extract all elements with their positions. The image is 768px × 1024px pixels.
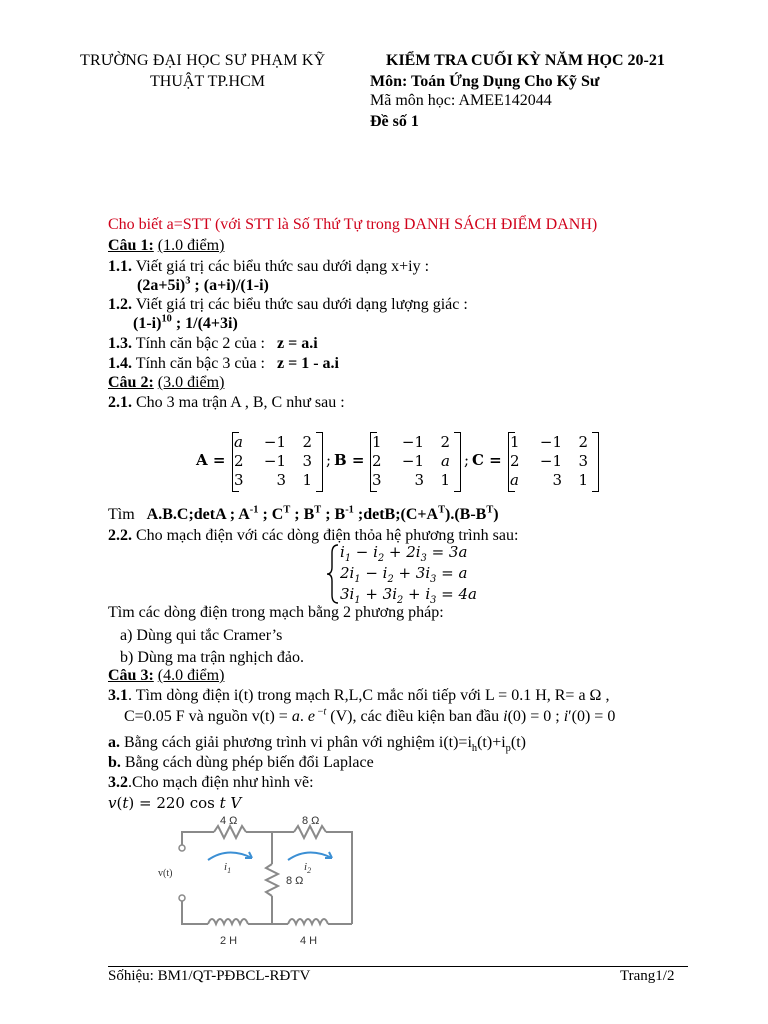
q1-part4-expr: z = 1 - a.i xyxy=(276,355,339,372)
q1-heading xyxy=(108,237,224,255)
q3-method-a-label: a. xyxy=(108,734,120,751)
resistor-8ohm-mid-symbol xyxy=(266,864,278,896)
q3-points: (4.0 điểm) xyxy=(157,667,225,684)
q3-method-b-label: b. xyxy=(108,754,121,771)
matrix-a-cell-2-2: 1 xyxy=(302,471,312,489)
label-i2 xyxy=(304,861,311,875)
q1-expr-quotient: ; (a+i)/(1-i) xyxy=(190,277,269,294)
inductor-2h-symbol xyxy=(208,919,248,924)
q1-part3 xyxy=(108,335,318,353)
circuit-wires xyxy=(182,826,352,924)
q3-title: Câu 3: xyxy=(108,667,154,684)
matrix-b-right-bracket xyxy=(454,432,461,492)
matrix-b-cell-2-1: 3 xyxy=(414,471,424,489)
q1-part2-text: Viết giá trị các biểu thức sau dưới dạng lượng giác : xyxy=(132,296,468,313)
q2-part2-label: 2.2. xyxy=(108,527,132,544)
footer-doc-code: Sốhiệu: BM1/QT-PĐBCL-RĐTV xyxy=(108,968,311,984)
label-i1-sub: 1 xyxy=(227,866,232,875)
matrix-c-cell-1-2: 3 xyxy=(578,452,588,470)
matrix-c-cell-2-2: 1 xyxy=(578,471,588,489)
q1-part3-expr: z = a.i xyxy=(276,335,318,352)
q3-method-a-text: Bằng cách giải phương trình vi phân với nghiệm $i(t)=i_h(t)+i_p(t)$ xyxy=(120,734,526,755)
matrix-c-name: C = xyxy=(472,451,502,469)
q3-part2 xyxy=(108,774,314,792)
intro-note: Cho biết a=STT (với STT là Số Thứ Tự trong DANH SÁCH ĐIỂM DANH) xyxy=(108,216,598,233)
q1-part2 xyxy=(108,296,468,314)
subject-title: Môn: Toán Ứng Dụng Cho Kỹ Sư xyxy=(370,73,600,90)
matrix-b-cell-2-0: 3 xyxy=(372,471,382,489)
q2-part2-text: Cho mạch điện với các dòng điện thỏa hệ phương trình sau: xyxy=(132,527,519,544)
matrix-a-cell-1-2: 3 xyxy=(302,452,312,470)
q2-find-expr: A.B.C;detA ; $A^{-1}$ ; $C^T$ ; $B^T$ ; $B^{-1}$ $;\det B;(C+A^T).(B-B^T)$ xyxy=(146,504,499,523)
matrix-c-cell-0-0: 1 xyxy=(510,433,520,451)
footer-page-number: Trang1/2 xyxy=(620,968,675,984)
matrix-a-cell-1-0: 2 xyxy=(234,452,244,470)
matrix-separator: ; xyxy=(326,451,332,469)
q3-method-b-text: Bằng cách dùng phép biến đổi Laplace xyxy=(120,754,374,771)
matrix-c-cell-1-1: −1 xyxy=(539,452,562,470)
matrix-a-cell-2-1: 3 xyxy=(276,471,286,489)
matrix-b-cell-1-0: 2 xyxy=(372,452,382,470)
matrix-definitions xyxy=(196,432,616,492)
q1-title: Câu 1: xyxy=(108,237,154,254)
resistor-8ohm-top-symbol xyxy=(294,826,326,838)
q3-heading xyxy=(108,667,224,685)
matrix-c-right-bracket xyxy=(592,432,599,492)
q1-part2-expr xyxy=(133,315,238,333)
q1-expr2-power: (1-i) xyxy=(133,315,162,332)
matrix-a-cell-0-0: a xyxy=(234,433,243,451)
q2-find-label: Tìm xyxy=(108,506,135,523)
label-i1 xyxy=(224,861,231,875)
q1-expr-power-exp: 3 xyxy=(185,275,191,287)
school-name-line2: THUẬT TP.HCM xyxy=(150,73,265,90)
label-i1-main: i xyxy=(224,861,228,873)
q3-method-a xyxy=(108,734,526,755)
q1-part1-text: Viết giá trị các biểu thức sau dưới dạng x+iy : xyxy=(132,258,430,275)
system-eq-2: $2i_1 - i_2 + 3i_3 = a$ xyxy=(340,564,468,585)
q3-part1-text: . Tìm dòng điện i(t) trong mạch R,L,C mắc nối tiếp với L = 0.1 H, R= a Ω , xyxy=(128,687,610,704)
matrix-a-cell-0-1: −1 xyxy=(263,433,286,451)
q2-method-b: b) Dùng ma trận nghịch đảo. xyxy=(120,649,304,666)
system-eq-3: $3i_1 + 3i_2 + i_3 = 4a$ xyxy=(340,585,477,606)
q2-heading xyxy=(108,374,224,392)
matrix-b-cell-1-1: −1 xyxy=(401,452,424,470)
matrix-b-cell-0-2: 2 xyxy=(440,433,450,451)
source-voltage-eq: v(t) = 220 cos t V xyxy=(108,794,242,812)
label-source: v(t) xyxy=(158,868,173,879)
label-l1: 2 H xyxy=(220,935,238,947)
q1-expr2-power-exp: 10 xyxy=(161,313,172,325)
course-code: Mã môn học: AMEE142044 xyxy=(370,92,552,109)
q1-part1 xyxy=(108,258,429,276)
q2-find-line xyxy=(108,506,499,524)
q1-expr2-quotient: ; 1/(4+3i) xyxy=(171,315,238,332)
q1-part2-label: 1.2. xyxy=(108,296,132,313)
label-i2-main: i xyxy=(304,861,308,873)
matrix-separator: ; xyxy=(464,451,470,469)
q1-part3-label: 1.3. xyxy=(108,335,132,352)
matrix-c-cell-1-0: 2 xyxy=(510,452,520,470)
school-name-line1: TRƯỜNG ĐẠI HỌC SƯ PHẠM KỸ xyxy=(80,52,326,69)
system-brace xyxy=(326,543,340,605)
q2-part1-text: Cho 3 ma trận A , B, C như sau : xyxy=(132,394,345,411)
footer-divider xyxy=(108,966,688,967)
q1-part3-text: Tính căn bậc 2 của : xyxy=(132,335,277,352)
matrix-b-cell-0-1: −1 xyxy=(401,433,424,451)
exam-title: KIỂM TRA CUỐI KỲ NĂM HỌC 20-21 xyxy=(386,52,665,69)
inductor-4h-symbol xyxy=(288,919,328,924)
matrix-c-cell-2-1: 3 xyxy=(552,471,562,489)
q2-points: (3.0 điểm) xyxy=(157,374,225,391)
q2-title: Câu 2: xyxy=(108,374,154,391)
matrix-a-right-bracket xyxy=(316,432,323,492)
matrix-a-cell-1-1: −1 xyxy=(263,452,286,470)
q2-method-a: a) Dùng qui tắc Cramer’s xyxy=(120,627,283,644)
q1-expr-power: (2a+5i) xyxy=(137,277,186,294)
matrix-c-cell-2-0: a xyxy=(510,471,519,489)
label-r3: 8 Ω xyxy=(286,875,304,887)
q3-part1-conditions: C=0.05 F và nguồn v(t) = a. e $^{-t}$ (V), các điều kiện ban đầu i(0) = 0 ; i′(0) = 0 xyxy=(124,706,616,725)
q2-part1-label: 2.1. xyxy=(108,394,132,411)
equation-system xyxy=(326,543,526,605)
q3-part1 xyxy=(108,687,609,705)
matrix-b-cell-1-2: a xyxy=(441,452,450,470)
q2-part1 xyxy=(108,394,345,412)
label-r2: 8 Ω xyxy=(302,815,320,827)
source-terminal-bottom xyxy=(179,895,185,901)
matrix-a-name: A = xyxy=(196,451,226,469)
circuit-diagram xyxy=(152,812,372,947)
matrix-b-cell-2-2: 1 xyxy=(440,471,450,489)
q2-methods-intro: Tìm các dòng điện trong mạch bằng 2 phương pháp: xyxy=(108,604,444,621)
q3-method-b xyxy=(108,754,374,772)
resistor-4ohm-symbol xyxy=(214,826,246,838)
q1-part1-expr xyxy=(137,277,269,295)
exam-number: Đề số 1 xyxy=(370,113,419,130)
system-eq-1: $i_1 - i_2 + 2i_3 = 3a$ xyxy=(340,543,468,564)
q3-part2-text: .Cho mạch điện như hình vẽ: xyxy=(128,774,314,791)
q1-part4-text: Tính căn bậc 3 của : xyxy=(132,355,277,372)
q1-part4 xyxy=(108,355,339,373)
matrix-b-name: B = xyxy=(334,451,365,469)
q1-part4-label: 1.4. xyxy=(108,355,132,372)
matrix-b-cell-0-0: 1 xyxy=(372,433,382,451)
source-terminal-top xyxy=(179,845,185,851)
matrix-c-cell-0-2: 2 xyxy=(578,433,588,451)
q3-part1-label: 3.1 xyxy=(108,687,128,704)
q1-points: (1.0 điểm) xyxy=(157,237,225,254)
matrix-a-cell-2-0: 3 xyxy=(234,471,244,489)
q1-part1-label: 1.1. xyxy=(108,258,132,275)
label-r1: 4 Ω xyxy=(220,815,238,827)
q3-part2-label: 3.2 xyxy=(108,774,128,791)
label-l2: 4 H xyxy=(300,935,318,947)
label-i2-sub: 2 xyxy=(307,866,312,875)
matrix-c-cell-0-1: −1 xyxy=(539,433,562,451)
matrix-a-cell-0-2: 2 xyxy=(302,433,312,451)
